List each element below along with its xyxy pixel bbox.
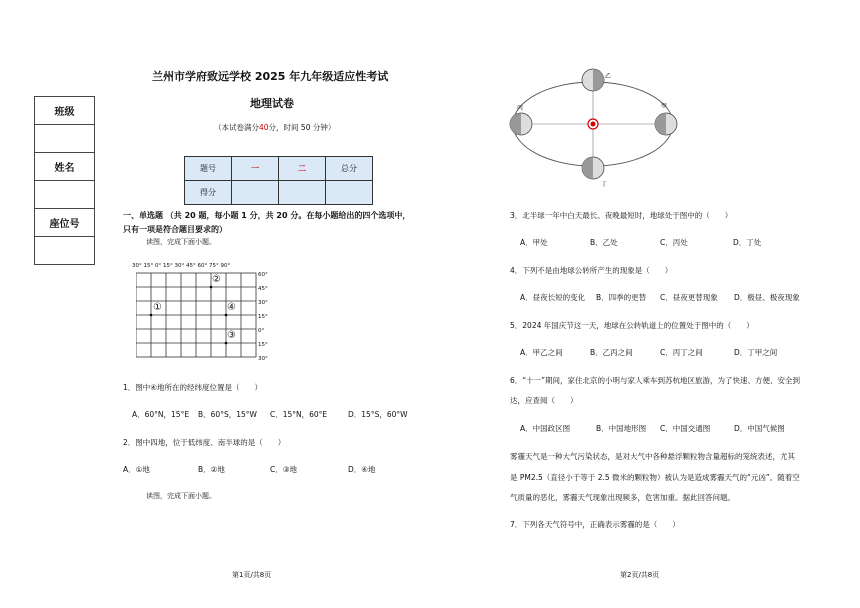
seat-label: 座位号 — [35, 209, 94, 237]
question-5: 5．2024 年国庆节这一天，地球在公转轨道上的位置处于图中的（ ） — [510, 321, 754, 330]
lat-label: 15° — [258, 314, 268, 320]
lat-label: 0° — [258, 328, 265, 334]
q1-option-b[interactable]: B．60°S，15°W — [198, 410, 257, 419]
score-header-cell: 一 — [232, 157, 279, 181]
q4-option-a[interactable]: A．昼夜长短的变化 — [520, 293, 586, 302]
score-header-cell: 二 — [279, 157, 326, 181]
name-field[interactable] — [35, 181, 94, 209]
q1-option-c[interactable]: C．15°N，60°E — [270, 410, 328, 419]
score-value: 40 — [259, 123, 269, 132]
q2-option-d[interactable]: D．④地 — [348, 465, 376, 474]
lat-lon-grid-map — [136, 270, 276, 366]
earth-right-icon — [655, 113, 677, 135]
lat-label: 60° — [258, 272, 268, 278]
grid-right-labels — [258, 268, 268, 366]
marker-4: ④ — [227, 302, 236, 313]
name-label: 姓名 — [35, 153, 94, 181]
student-info-table — [34, 96, 95, 265]
passage-line-2: 是 PM2.5（直径小于等于 2.5 微米的颗粒物）被认为是造成雾霾天气的“元凶”。随着空 — [510, 473, 800, 482]
score-cell[interactable] — [279, 181, 326, 205]
lat-label: 30° — [258, 356, 268, 362]
q1-option-a[interactable]: A．60°N，15°E — [132, 410, 190, 419]
q2-option-a[interactable]: A．①地 — [123, 465, 150, 474]
lat-label: 45° — [258, 286, 268, 292]
subject-title: 地理试卷 — [250, 97, 294, 110]
grid-top-labels: 30° 15° 0° 15° 30° 45° 60° 75° 90° — [132, 263, 231, 269]
earth-top-icon — [582, 69, 604, 91]
q6-option-d[interactable]: D．中国气候图 — [734, 424, 785, 433]
score-header-cell: 总分 — [326, 157, 373, 181]
q3-option-d[interactable]: D．丁处 — [733, 238, 762, 247]
q6-option-b[interactable]: B．中国地形图 — [596, 424, 647, 433]
question-7: 7．下列各天气符号中，正确表示雾霾的是（ ） — [510, 520, 680, 529]
q4-option-c[interactable]: C．昼夜更替现象 — [660, 293, 718, 302]
passage-line-3: 气质量的恶化，雾霾天气现象出现频多，危害加重。据此回答问题。 — [510, 493, 735, 502]
q2-option-c[interactable]: C．③地 — [270, 465, 297, 474]
orbit-label-ding: 丁 — [601, 181, 608, 188]
question-3: 3．北半球一年中白天最长、夜晚最短时，地球处于图中的（ ） — [510, 211, 733, 220]
section-heading: 一、单选题 （共 20 题，每小题 1 分，共 20 分。在每小题给出的四个选项中， — [123, 211, 411, 220]
q4-option-d[interactable]: D．极昼、极夜现象 — [734, 293, 800, 302]
class-label: 班级 — [35, 97, 94, 125]
q6-option-a[interactable]: A．中国政区图 — [520, 424, 571, 433]
q5-option-d[interactable]: D．丁甲之间 — [734, 348, 778, 357]
instruction: 读图，完成下面小题。 — [146, 238, 216, 246]
page-footer-left: 第1页/共8页 — [232, 571, 272, 579]
passage-line-1: 雾霾天气是一种大气污染状态，是对大气中各种悬浮颗粒物含量超标的笼统表述，尤其 — [510, 452, 795, 461]
q1-option-d[interactable]: D．15°S，60°W — [348, 410, 408, 419]
page-footer-right: 第2页/共8页 — [620, 571, 660, 579]
q3-option-b[interactable]: B．乙处 — [590, 238, 618, 247]
exam-title: 兰州市学府致远学校 2025 年九年级适应性考试 — [152, 70, 389, 83]
earth-left-icon — [510, 113, 532, 135]
question-6-cont: 达，应查阅（ ） — [510, 396, 578, 405]
q5-option-a[interactable]: A．甲乙之间 — [520, 348, 563, 357]
score-header-cell: 题号 — [185, 157, 232, 181]
q4-option-b[interactable]: B．四季的更替 — [596, 293, 647, 302]
score-cell[interactable] — [232, 181, 279, 205]
seat-field[interactable] — [35, 237, 94, 264]
q3-option-c[interactable]: C．丙处 — [660, 238, 688, 247]
lat-label: 30° — [258, 300, 268, 306]
score-cell[interactable] — [326, 181, 373, 205]
orbit-label-yi: 乙 — [605, 73, 612, 80]
earth-bottom-icon — [582, 157, 604, 179]
orbit-label-jia: 甲 — [661, 103, 668, 110]
q2-option-b[interactable]: B．②地 — [198, 465, 225, 474]
q5-option-c[interactable]: C．丙丁之间 — [660, 348, 703, 357]
earth-orbit-diagram — [503, 66, 693, 188]
exam-note: （本试卷满分40分，时间 50 分钟） — [214, 123, 336, 132]
q6-option-c[interactable]: C．中国交通图 — [660, 424, 711, 433]
instruction-2: 读图，完成下面小题。 — [146, 492, 216, 500]
class-field[interactable] — [35, 125, 94, 153]
question-2: 2．图中四地，位于低纬度、南半球的是（ ） — [123, 438, 286, 447]
orbit-label-bing: 丙 — [517, 105, 524, 112]
question-4: 4．下列不是由地球公转所产生的现象是（ ） — [510, 266, 673, 275]
score-table — [184, 156, 373, 205]
q5-option-b[interactable]: B．乙丙之间 — [590, 348, 633, 357]
section-heading-2: 只有一项是符合题目要求的） — [123, 225, 227, 234]
question-6: 6．“十一”期间，家住北京的小明与家人乘车到苏杭地区旅游，为了快速、方便、安全到 — [510, 376, 801, 385]
question-1: 1．图中④地所在的经纬度位置是（ ） — [123, 383, 262, 392]
marker-1: ① — [153, 302, 162, 313]
q3-option-a[interactable]: A．甲处 — [520, 238, 548, 247]
marker-2: ② — [212, 274, 221, 285]
lat-label: 15° — [258, 342, 268, 348]
score-row-label: 得分 — [185, 181, 232, 205]
marker-3: ③ — [227, 330, 236, 341]
